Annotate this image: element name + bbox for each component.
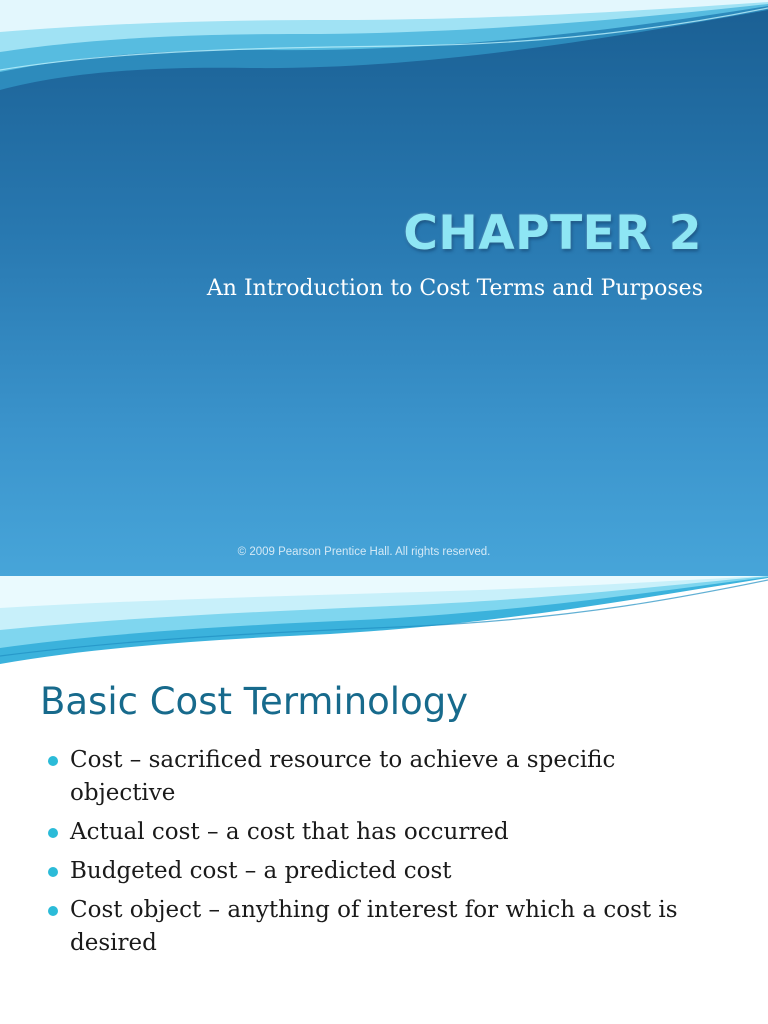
- bullet-icon: [48, 867, 58, 877]
- list-item: [48, 855, 728, 888]
- list-item: [48, 894, 728, 960]
- slide-heading: Basic Cost Terminology: [40, 680, 469, 723]
- bullet-list: [48, 744, 728, 966]
- bullet-icon: [48, 828, 58, 838]
- top-wave-decoration: [0, 576, 768, 666]
- bullet-text: Cost object – anything of interest for which a cost is desired: [70, 897, 678, 956]
- list-item: [48, 816, 728, 849]
- copyright-footer: © 2009 Pearson Prentice Hall. All rights reserved.: [237, 546, 491, 558]
- bullet-icon: [48, 906, 58, 916]
- bullet-text: Actual cost – a cost that has occurred: [70, 819, 509, 845]
- chapter-subtitle: An Introduction to Cost Terms and Purposes: [206, 276, 703, 301]
- bullet-text: Cost – sacrificed resource to achieve a specific objective: [70, 747, 616, 806]
- bullet-text: Budgeted cost – a predicted cost: [70, 858, 452, 884]
- content-slide: [0, 576, 768, 1024]
- bullet-icon: [48, 756, 58, 766]
- chapter-title: CHAPTER 2: [403, 206, 702, 261]
- list-item: [48, 744, 728, 810]
- top-wave-decoration: [0, 0, 768, 100]
